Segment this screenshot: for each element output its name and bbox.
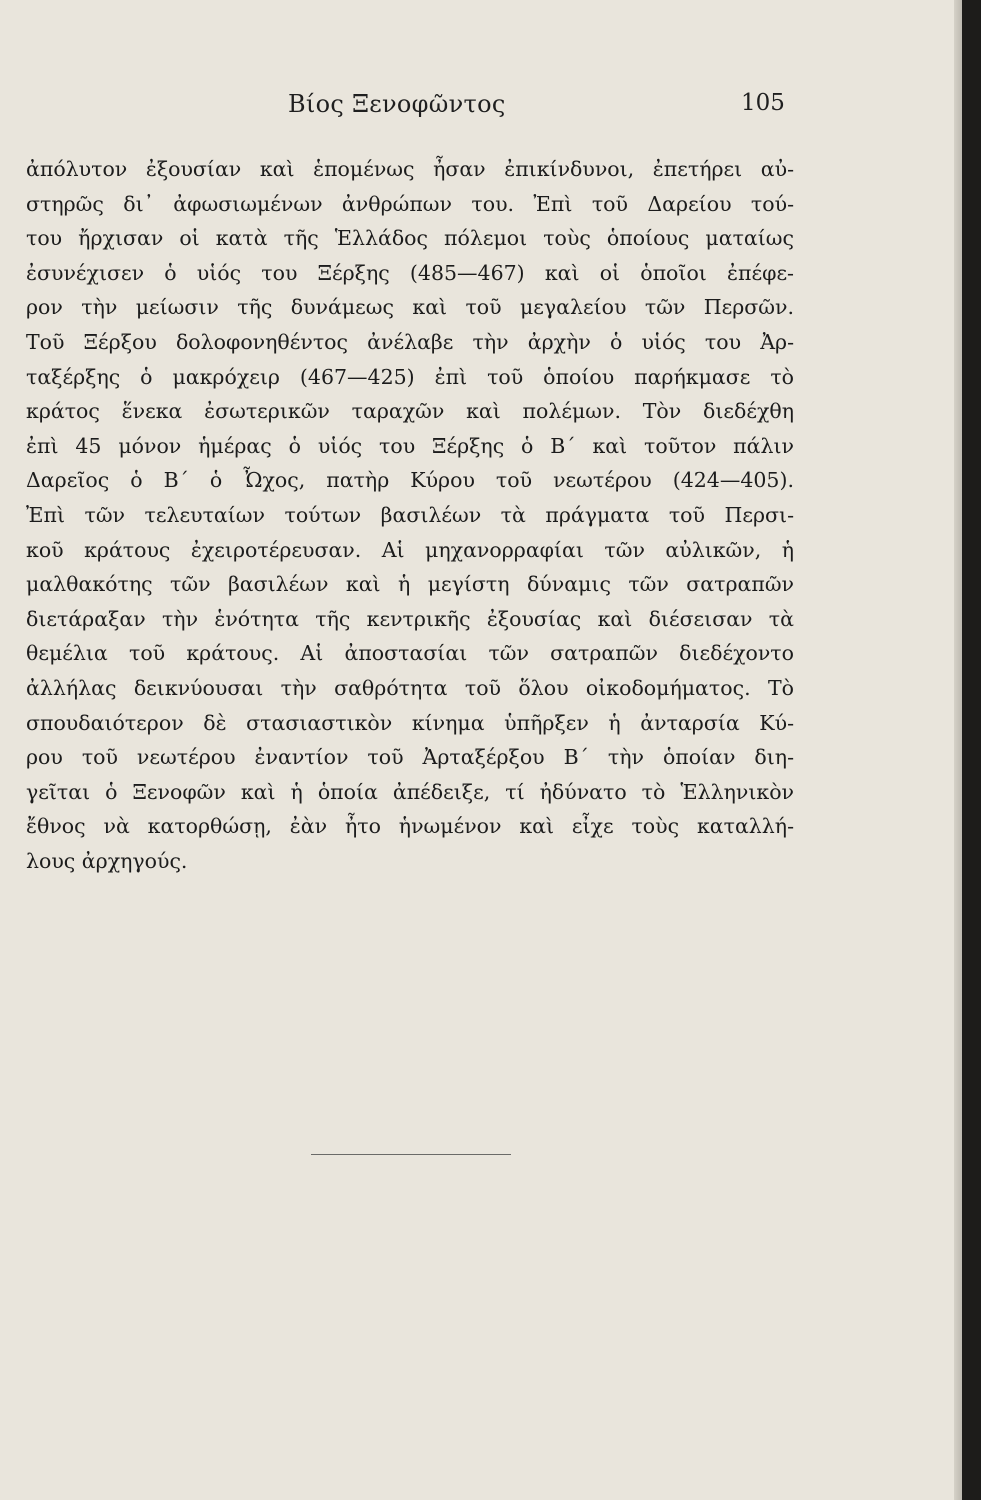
text-line: θεμέλια τοῦ κράτους. Αἱ ἀποστασίαι τῶν σατραπῶν διεδέχοντο (26, 641, 794, 666)
text-line: κοῦ κράτους ἐχειροτέρευσαν. Αἱ μηχανορραφίαι τῶν αὐλικῶν, ἡ (26, 537, 794, 562)
text-line: στηρῶς δι᾽ ἀφωσιωμένων ἀνθρώπων του. Ἐπὶ τοῦ Δαρείου τού- (26, 191, 794, 216)
text-line: ἐσυνέχισεν ὁ υἱός του Ξέρξης (485—467) καὶ οἱ ὁποῖοι ἐπέφε- (26, 260, 794, 285)
running-title: Βίος Ξενοφῶντος (288, 90, 506, 118)
text-line: Ἐπὶ τῶν τελευταίων τούτων βασιλέων τὰ πράγματα τοῦ Περσι- (26, 502, 794, 527)
page-number: 105 (741, 90, 785, 116)
text-line: κράτος ἕνεκα ἐσωτερικῶν ταραχῶν καὶ πολέμων. Τὸν διεδέχθη (26, 399, 794, 424)
text-line: σπουδαιότερον δὲ στασιαστικὸν κίνημα ὑπῆρξεν ἡ ἀνταρσία Κύ- (26, 710, 794, 735)
body-text (26, 152, 794, 878)
page-header (0, 90, 962, 130)
text-line: διετάραξαν τὴν ἑνότητα τῆς κεντρικῆς ἐξουσίας καὶ διέσεισαν τὰ (26, 606, 794, 631)
text-line: ἀπόλυτον ἐξουσίαν καὶ ἑπομένως ἦσαν ἐπικίνδυνοι, ἐπετήρει αὐ- (26, 157, 794, 181)
text-line: μαλθακότης τῶν βασιλέων καὶ ἡ μεγίστη δύναμις τῶν σατραπῶν (26, 572, 794, 597)
text-line: του ἤρχισαν οἱ κατὰ τῆς Ἑλλάδος πόλεμοι τοὺς ὁποίους ματαίως (26, 226, 794, 251)
text-line: ἐπὶ 45 μόνον ἡμέρας ὁ υἱός του Ξέρξης ὁ Β΄ καὶ τοῦτον πάλιν (26, 433, 794, 458)
page-edge-shadow (954, 0, 962, 1500)
text-line: ρου τοῦ νεωτέρου ἐναντίον τοῦ Ἀρταξέρξου Β΄ τὴν ὁποίαν διη- (26, 745, 794, 770)
text-line: ρον τὴν μείωσιν τῆς δυνάμεως καὶ τοῦ μεγαλείου τῶν Περσῶν. (26, 295, 794, 320)
scan-edge-strip (962, 0, 981, 1500)
text-line: ἔθνος νὰ κατορθώσῃ, ἐὰν ἦτο ἡνωμένον καὶ εἶχε τοὺς καταλλή- (26, 814, 794, 839)
text-line: λους ἀρχηγούς. (26, 848, 188, 873)
text-line: ταξέρξης ὁ μακρόχειρ (467—425) ἐπὶ τοῦ ὁποίου παρήκμασε τὸ (26, 364, 794, 389)
section-divider (311, 1154, 511, 1155)
text-line: Δαρεῖος ὁ Β΄ ὁ Ὦχος, πατὴρ Κύρου τοῦ νεωτέρου (424—405). (26, 468, 794, 493)
text-line: γεῖται ὁ Ξενοφῶν καὶ ἡ ὁποία ἀπέδειξε, τί ἠδύνατο τὸ Ἑλληνικὸν (26, 779, 794, 804)
text-line: Τοῦ Ξέρξου δολοφονηθέντος ἀνέλαβε τὴν ἀρχὴν ὁ υἱός του Ἀρ- (26, 329, 794, 354)
text-line: ἀλλήλας δεικνύουσαι τὴν σαθρότητα τοῦ ὅλου οἰκοδομήματος. Τὸ (26, 675, 794, 700)
